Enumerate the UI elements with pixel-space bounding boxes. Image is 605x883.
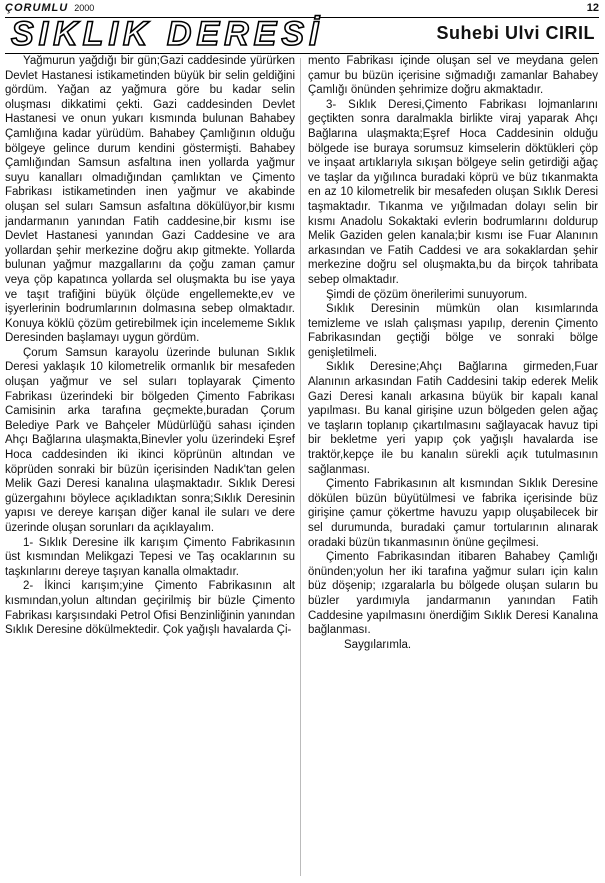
page-number: 12	[586, 2, 599, 14]
column-divider	[300, 58, 301, 876]
masthead	[5, 2, 94, 14]
paragraph: 3- Sıklık Deresi,Çimento Fabrikası lojmanlarını geçtikten sonra daralmakla birlikte viraj yaparak Ahçı Bağlarına ulaşmakta;Eşref Hoca Caddesinin olduğu bölgede ise buraya sorumsuz kimselerin döktükleri çöp ve inşaat artıklarıyla sıkışan bölgeye selin getirdiği ağaç ve taşlar da yığılınca buradaki köprü ve büz tıkanmakta en az 10 kilometrelik bir mesafeden oluşan Sıklık Deresi taşmaktadır. Tıkanma ve yığılmadan dolayı selin bir kısmı Anadolu Sokaktaki evlerin bodrumlarını doldurup Melik Gaziden gelen kanala;bir kısmı ise Fuar Alanının arkasından ve Fatih Caddesi ve ara sokaklardan şehir merkezine doğru sel oluşmakta,bu da birçok tahribata sebep olmaktadır.	[308, 98, 598, 286]
paragraph: Çorum Samsun karayolu üzerinde bulunan Sıklık Deresi yaklaşık 10 kilometrelik ormanlık bir mesafeden oluşan yağmur ve sel suları toplayarak Çimento Fabrikası üzerindeki bir bölgeden Çimento Fabrikası Camisinin arka tarafına geçmekte,buradan Çorum Belediye Park ve Bahçeler Müdürlüğü sahası içinden Ahçı Bağlarına ulaşmakta,Binevler yolu üzerindeki Eşref Hoca caddesinden iki ikinci köprünün altından ve köprüden sonraki bir büzün içerisinden Nadık'tan gelen Melik Gazi Deresi kanalına ulaşmaktadır. Sıklık Deresi güzergahını böylece açıkladıktan sonra;Sıklık Deresinin yapısı ve dereye karışan diğer kanal ile suları ve dere üzerinde oluşan sorunları da açıklayalım.	[5, 346, 295, 534]
paragraph: Çimento Fabrikasının alt kısmından Sıklık Deresine dökülen büzün büyütülmesi ve fabrika içerisinde büz girişine çamur çökertme havuzu yapıp oluşabilecek bir sel durumunda, buradaki çamur tortularının alınarak oradaki büzün tıkanmasının önüne geçilmesi.	[308, 478, 598, 549]
paragraph: Sıklık Deresinin mümkün olan kısımlarında temizleme ve ıslah çalışması yapılıp, derenin Çimento Fabrikasından geçtiği bölge ve sonraki bölge genişletilmeli.	[308, 303, 598, 359]
paragraph: Çimento Fabrikasından itibaren Bahabey Çamlığı önünden;yolun her iki tarafına yağmur suları için kalın büz döşenip; ızgaralarla bu bölgede oluşan suların bu büzler yardımıyla jandarmanın yanından Fatih Caddesine yapılmasını önerdiğim Sıklık Deresi Kanalına bağlanması.	[308, 551, 598, 637]
issue-year: 2000	[74, 3, 95, 13]
page-header	[5, 2, 599, 16]
article-column-left	[5, 54, 295, 880]
paragraph: Yağmurun yağdığı bir gün;Gazi caddesinde yürürken Devlet Hastanesi istikametinden büyük bir selin geldiğini gördüm. Yağan az yağmura göre bu kadar selin oluşması dikkatimi çekti. Gazi caddesinden Devlet Hastanesi ve onun yukarı kısmında bulunan Bahabey Çamlığına kadar yürüdüm. Bahabey Çamlığının olduğu bölgeye gelince durum kendini göstermişti. Bahabey Çamlığından Samsun asfaltına inen yollarda yağmur suyu kanalları olmadığından çamlıktan ve Çimento Fabrikası istikametinden inen yağmur ve akabinde oluşan sel suları Samsun asfaltına dökülüyor,bir kısmı jandarmanın yanından Fatih caddesine,bir kısmı ise Devlet Hastanesi yanından Gazi Caddesine ve ara yollardan şehir merkezine doğru akıp gitmekte. Yollarda bulunan yağmur mazgallarını da çoğu zaman çamur veya çöp kapatınca yollarda sel oluşmakta bu ise yaya ve taşıt trafiğini büyük ölçüde engellemekte,ev ve işyerlerinin bodrumlarının dolmasına sebep olmaktadır. Konuya köklü çözüm getirebilmek için incelememe Sıklık Deresinden başlamayı uygun gördüm.	[5, 55, 295, 345]
article-author: Suhebi Ulvi CIRIL	[436, 23, 595, 43]
paragraph: Sıklık Deresine;Ahçı Bağlarına girmeden,Fuar Alanının arkasından Fatih Caddesini takip ederek Melik Gazi Deresi kanalı arkasına büyük bir kapalı kanal yapılması. Bu kanal girişine uzun bölgeden gelen ağaç ve taşların toplanıp çıkartılmasını sağlayacak havuz tipi bir bekletme yeri yapıp çok yağışlı havalarda ise traktör,kepçe ile bu kanalın sürekli açık tutulmasının sağlanması.	[308, 361, 598, 476]
paragraph: 1- Sıklık Deresine ilk karışım Çimento Fabrikasının üst kısmından Melikgazi Tepesi ve Taş ocaklarının su taşkınlarını dereye taşıyan kanalla olmaktadır.	[5, 536, 295, 578]
paragraph: 2- İkinci karışım;yine Çimento Fabrikasının alt kısmından,yolun altından geçirilmiş bir büzle Çimento Fabrikası karşısındaki Petrol Ofisi Benzinliğinin yanından Sıklık Deresine dökülmektedir. Çok yağışlı havalarda Çi-	[5, 580, 295, 637]
masthead-title: ÇORUMLU	[5, 2, 69, 14]
closing-signoff: Saygılarımla.	[344, 638, 412, 651]
article-title-bar	[5, 15, 599, 53]
article-title: SIKLIK DERESİ	[11, 15, 324, 53]
paragraph: Şimdi de çözüm önerilerimi sunuyorum.	[326, 288, 528, 301]
paragraph: mento Fabrikası içinde oluşan sel ve meydana gelen çamur bu büzün içerisine sığmadığı zamanlar Bahabey Çamlığı önünden şehrimize doğru akmaktadır.	[308, 55, 598, 97]
article-column-right	[308, 54, 598, 880]
